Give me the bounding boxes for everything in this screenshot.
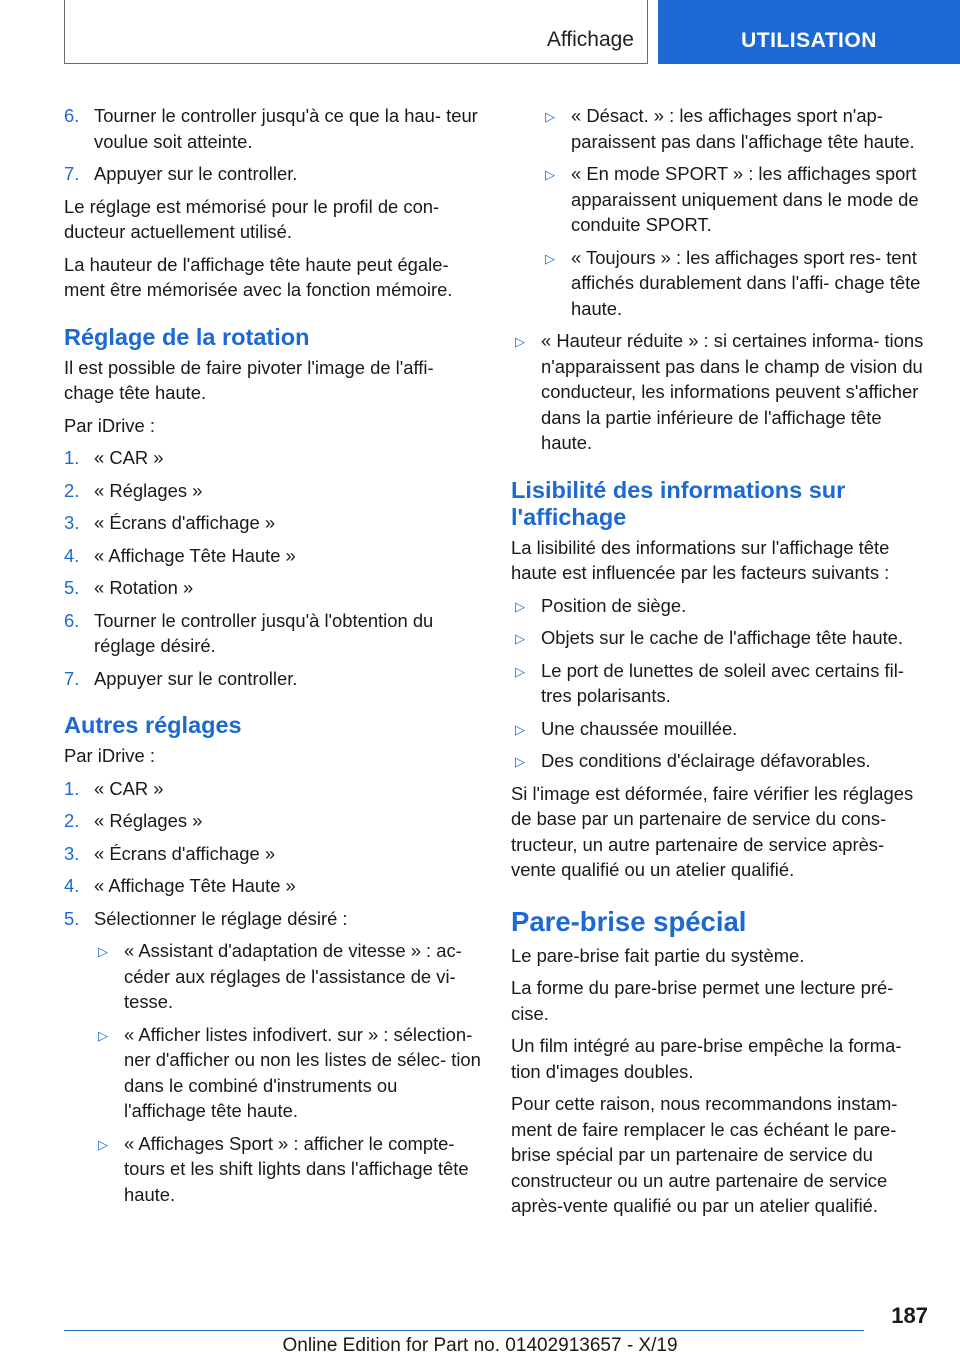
step-text: « Écrans d'affichage » bbox=[94, 842, 276, 864]
step-text: « Affichage Tête Haute » bbox=[94, 544, 296, 566]
step-number: 3. bbox=[64, 842, 80, 864]
triangle-bullet-icon: ▷ bbox=[515, 754, 525, 769]
left-column bbox=[64, 103, 482, 1214]
step-number: 1. bbox=[64, 447, 80, 468]
step-text: Sélectionner le réglage désiré : bbox=[94, 907, 348, 929]
heading-lisibilite: Lisibilité des informations sur l'affichage bbox=[511, 476, 846, 530]
triangle-bullet-icon: ▷ bbox=[515, 663, 525, 679]
list-item bbox=[64, 608, 482, 659]
step-text: « Réglages » bbox=[94, 810, 203, 831]
list-item bbox=[511, 625, 929, 651]
bullet-text: Le port de lunettes de soleil avec certains fil- tres polarisants. bbox=[541, 659, 904, 706]
triangle-bullet-icon: ▷ bbox=[545, 167, 555, 182]
step-number: 4. bbox=[64, 544, 80, 566]
paragraph-lisibilite-outro: Si l'image est déformée, faire vérifier les réglages de base par un partenaire de service du cons- tructeur, un autre partenaire de service après- vente qualifié ou un atelier qualifié. bbox=[511, 782, 914, 880]
heading-rotation: Réglage de la rotation bbox=[64, 323, 310, 350]
paragraph-pare-brise-2: La forme du pare-brise permet une lecture pré- cise. bbox=[511, 977, 894, 1024]
bullet-text: « Hauteur réduite » : si certaines informa- tions n'apparaissent pas dans le champ de vision du conducteur, les informations peuvent s'afficher dans la partie inférieure de l'affichage tête haute. bbox=[541, 330, 924, 453]
autres-steps bbox=[64, 776, 482, 1208]
bullet-text: « Toujours » : les affichages sport res- tent affichés durablement dans l'affi- chage tête haute. bbox=[571, 246, 921, 319]
page-number: 187 bbox=[891, 1303, 928, 1328]
heading-pare-brise: Pare-brise spécial bbox=[511, 905, 747, 937]
sub-list-item bbox=[64, 1022, 482, 1124]
list-item bbox=[64, 776, 482, 802]
list-item bbox=[64, 543, 482, 569]
triangle-bullet-icon: ▷ bbox=[98, 1027, 108, 1043]
bullet-text: « Désact. » : les affichages sport n'ap- paraissent pas dans l'affichage tête haute. bbox=[571, 105, 915, 152]
step-number: 6. bbox=[64, 609, 80, 631]
paragraph-pare-brise-1: Le pare-brise fait partie du système. bbox=[511, 944, 805, 966]
sub-list-item bbox=[511, 328, 929, 456]
step-6 bbox=[64, 103, 482, 154]
triangle-bullet-icon: ▷ bbox=[515, 334, 525, 349]
step-text: « CAR » bbox=[94, 777, 164, 799]
footer-edition: Online Edition for Part no. 01402913657 - X/19 bbox=[282, 1335, 678, 1356]
step-text: « Réglages » bbox=[94, 479, 203, 501]
header-section-title: Affichage bbox=[546, 28, 634, 51]
step-text: « Écrans d'affichage » bbox=[94, 512, 276, 533]
list-item bbox=[64, 841, 482, 867]
rotation-steps bbox=[64, 445, 482, 691]
step-text: Appuyer sur le controller. bbox=[94, 163, 298, 184]
bullet-text: « Afficher listes infodivert. sur » : sélection- ner d'afficher ou non les listes de sélec- tion dans le combiné d'instruments ou l'affichage tête haute. bbox=[124, 1023, 481, 1121]
step-number: 7. bbox=[64, 667, 80, 689]
sub-sub-list-item bbox=[511, 245, 929, 322]
bullet-text: « Affichages Sport » : afficher le compte- tours et les shift lights dans l'affichage tête haute. bbox=[124, 1132, 469, 1205]
heading-autres-reglages: Autres réglages bbox=[64, 712, 242, 738]
paragraph-pare-brise-3: Un film intégré au pare-brise empêche la forma- tion d'images doubles. bbox=[511, 1035, 902, 1082]
step-text: Tourner le controller jusqu'à l'obtention du réglage désiré. bbox=[94, 609, 434, 656]
list-item bbox=[64, 510, 482, 536]
bullet-text: Des conditions d'éclairage défavorables. bbox=[541, 750, 871, 771]
step-number: 5. bbox=[64, 577, 80, 598]
sub-list-item bbox=[64, 1131, 482, 1208]
list-item bbox=[64, 873, 482, 899]
paragraph-memory: La hauteur de l'affichage tête haute peut égale- ment être mémorisée avec la fonction mémoire. bbox=[64, 253, 453, 300]
sub-list-item bbox=[64, 938, 482, 1015]
triangle-bullet-icon: ▷ bbox=[98, 944, 108, 959]
step-number: 5. bbox=[64, 907, 80, 929]
sub-sub-list-item bbox=[511, 161, 929, 238]
bullet-text: « Assistant d'adaptation de vitesse » : ac- céder aux réglages de l'assistance de vi- tesse. bbox=[124, 940, 462, 1012]
triangle-bullet-icon: ▷ bbox=[515, 598, 525, 614]
bullet-text: Position de siège. bbox=[541, 594, 687, 616]
factors-list bbox=[511, 593, 929, 774]
paragraph-idrive: Par iDrive : bbox=[64, 745, 155, 766]
list-item bbox=[511, 593, 929, 619]
triangle-bullet-icon: ▷ bbox=[515, 721, 525, 737]
paragraph-pare-brise-4: Pour cette raison, nous recommandons instam- ment de faire remplacer le cas échéant le pare- brise spécial par un partenaire de service du constructeur ou un autre partenaire de service après-vente qualifié ou par un atelier qualifié. bbox=[511, 1093, 898, 1216]
step-number: 2. bbox=[64, 479, 80, 501]
step-number: 6. bbox=[64, 105, 80, 126]
step-text: Appuyer sur le controller. bbox=[94, 667, 298, 689]
step-number: 3. bbox=[64, 512, 80, 533]
triangle-bullet-icon: ▷ bbox=[515, 631, 525, 646]
step-number: 2. bbox=[64, 810, 80, 831]
step-text: « Rotation » bbox=[94, 577, 194, 598]
bullet-text: Une chaussée mouillée. bbox=[541, 717, 738, 739]
paragraph-idrive: Par iDrive : bbox=[64, 414, 155, 436]
header-chapter-tab bbox=[658, 0, 960, 64]
paragraph-rotation-intro: Il est possible de faire pivoter l'image de l'affi- chage tête haute. bbox=[64, 356, 434, 403]
list-item bbox=[64, 808, 482, 834]
list-item bbox=[64, 666, 482, 692]
sub-sub-list-item bbox=[511, 103, 929, 154]
triangle-bullet-icon: ▷ bbox=[545, 109, 555, 124]
bullet-text: Objets sur le cache de l'affichage tête haute. bbox=[541, 627, 904, 648]
triangle-bullet-icon: ▷ bbox=[98, 1136, 108, 1152]
list-item bbox=[64, 445, 482, 471]
step-7 bbox=[64, 161, 482, 187]
right-column bbox=[511, 103, 929, 1226]
header-chapter-label: UTILISATION bbox=[741, 29, 877, 52]
list-item bbox=[511, 716, 929, 742]
step-number: 7. bbox=[64, 163, 80, 184]
step-text: « Affichage Tête Haute » bbox=[94, 875, 296, 896]
paragraph-profile: Le réglage est mémorisé pour le profil de con- ducteur actuellement utilisé. bbox=[64, 195, 440, 242]
paragraph-lisibilite-intro: La lisibilité des informations sur l'affichage tête haute est influencée par les facteurs suivants : bbox=[511, 536, 890, 583]
list-item bbox=[64, 478, 482, 504]
triangle-bullet-icon: ▷ bbox=[545, 250, 555, 266]
list-item bbox=[64, 575, 482, 601]
list-item bbox=[64, 906, 482, 932]
step-text: « CAR » bbox=[94, 447, 164, 468]
list-item bbox=[511, 658, 929, 709]
step-number: 1. bbox=[64, 777, 80, 799]
list-item bbox=[511, 748, 929, 774]
bullet-text: « En mode SPORT » : les affichages sport apparaissent uniquement dans le mode de conduite SPORT. bbox=[571, 163, 919, 235]
step-text: Tourner le controller jusqu'à ce que la hau- teur voulue soit atteinte. bbox=[94, 105, 478, 152]
footer-divider bbox=[64, 1330, 864, 1331]
step-number: 4. bbox=[64, 875, 80, 896]
